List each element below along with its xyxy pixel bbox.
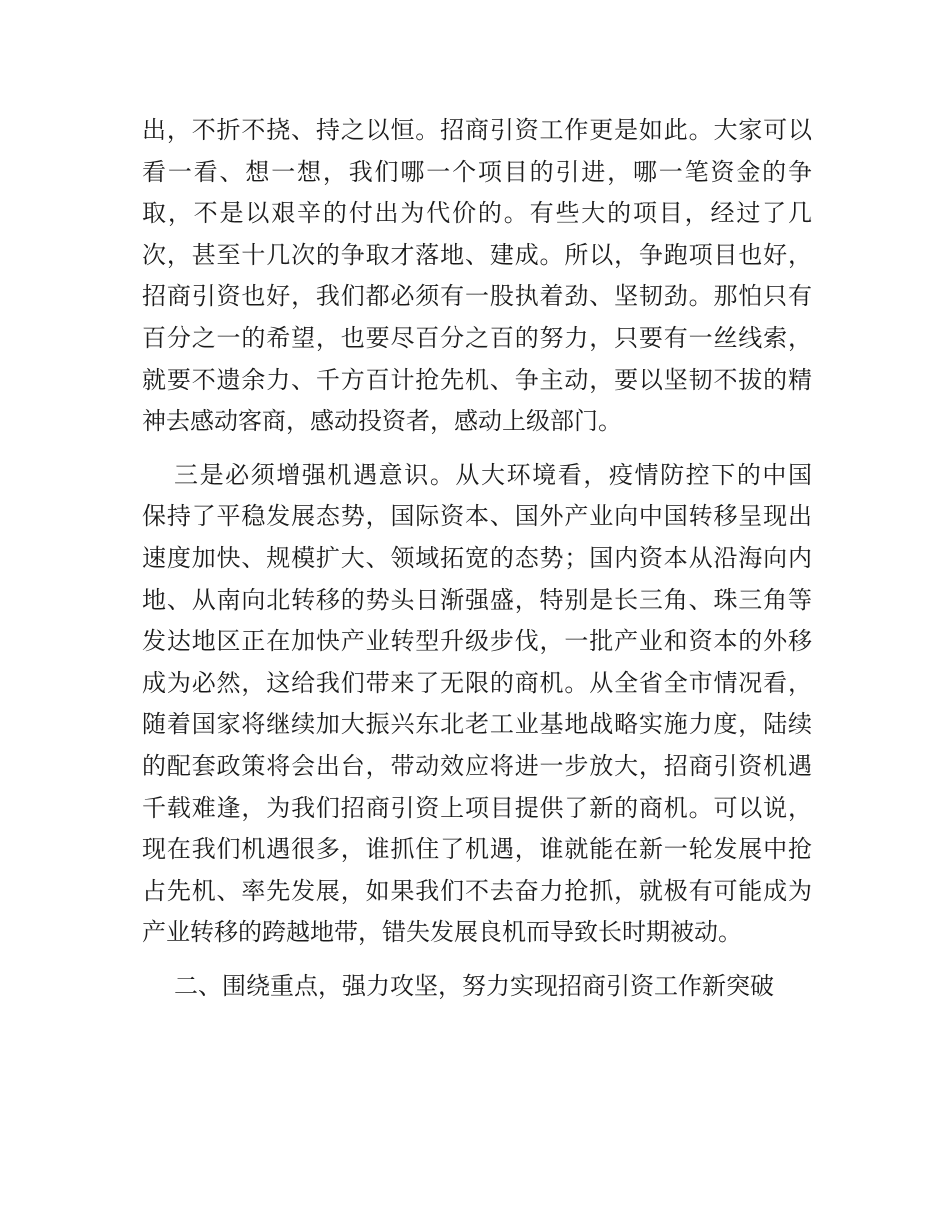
text-line: 次，甚至十几次的争取才落地、建成。所以，争跑项目也好， (142, 240, 812, 269)
text-line: 神去感动客商，感动投资者，感动上级部门。 (142, 407, 622, 436)
text-line: 产业转移的跨越地带，错失发展良机而导致长时期被动。 (142, 918, 742, 947)
paragraph-spacer (142, 954, 812, 966)
text-line: 就要不遗余力、千方百计抢先机、争主动，要以坚韧不拔的精 (142, 365, 812, 394)
text-line: 出，不折不挠、持之以恒。招商引资工作更是如此。大家可以 (142, 116, 812, 144)
text-line: 三是必须增强机遇意识。从大环境看，疫情防控下的中国 (174, 460, 812, 489)
heading-line: 二、围绕重点，强力攻坚，努力实现招商引资工作新突破 (174, 971, 774, 1000)
text-line: 地、从南向北转移的势头日渐强盛，特别是长三角、珠三角等 (142, 585, 812, 614)
text-line: 随着国家将继续加大振兴东北老工业基地战略实施力度，陆续 (142, 710, 812, 739)
document-body (142, 110, 812, 1007)
text-line: 百分之一的希望，也要尽百分之百的努力，只要有一丝线索， (142, 323, 812, 352)
text-line: 现在我们机遇很多，谁抓住了机遇，谁就能在新一轮发展中抢 (142, 835, 812, 864)
text-line: 占先机、率先发展，如果我们不去奋力抢抓，就极有可能成为 (142, 876, 812, 905)
text-line: 取，不是以艰辛的付出为代价的。有些大的项目，经过了几 (142, 199, 812, 228)
text-line: 速度加快、规模扩大、领域拓宽的态势；国内资本从沿海向内 (142, 543, 812, 572)
text-line: 千载难逢，为我们招商引资上项目提供了新的商机。可以说， (142, 793, 812, 822)
section-heading (142, 966, 812, 1008)
text-line: 发达地区正在加快产业转型升级步伐，一批产业和资本的外移 (142, 627, 812, 656)
text-line: 成为必然，这给我们带来了无限的商机。从全省全市情况看， (142, 668, 812, 697)
paragraph-2 (142, 455, 812, 954)
paragraph-spacer (142, 443, 812, 455)
text-line: 保持了平稳发展态势，国际资本、国外产业向中国转移呈现出 (142, 502, 812, 531)
paragraph-1 (142, 110, 812, 443)
text-line: 招商引资也好，我们都必须有一股执着劲、坚韧劲。那怕只有 (142, 282, 812, 311)
text-line: 看一看、想一想，我们哪一个项目的引进，哪一笔资金的争 (142, 157, 812, 186)
text-line: 的配套政策将会出台，带动效应将进一步放大，招商引资机遇 (142, 751, 812, 780)
